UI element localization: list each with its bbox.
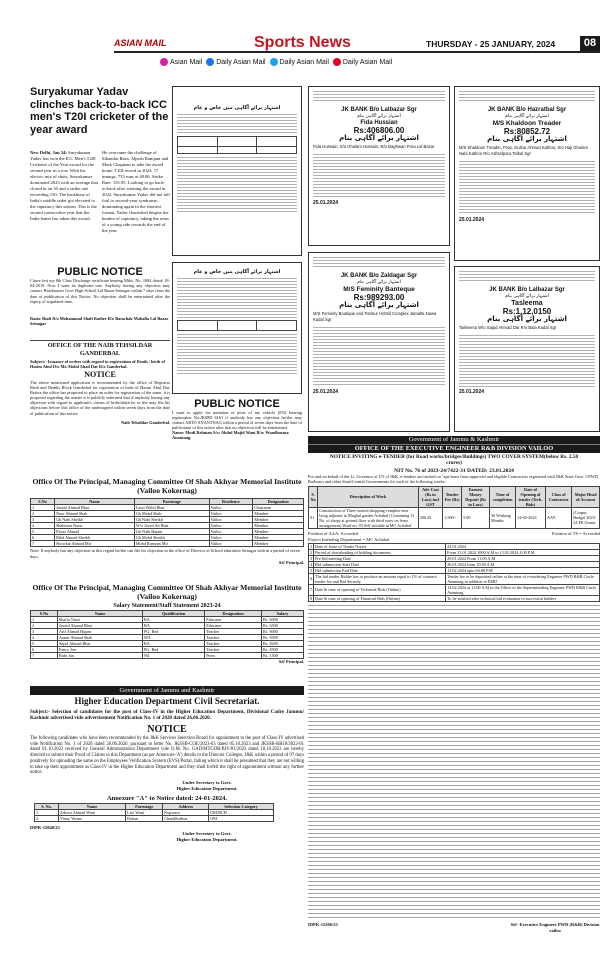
table-cell: OM/BCH <box>209 809 274 815</box>
logo: ASIAN MAIL <box>114 38 167 48</box>
table-cell: Javaid Ahmad Bhat <box>55 505 135 511</box>
table-cell: Mohd Ramzan Mir <box>134 541 209 547</box>
sign-line: Higher Education Department. <box>176 785 238 791</box>
salary-table <box>30 610 304 659</box>
table-cell: PG, Bed <box>143 647 205 653</box>
urdu-ad-mid-2 <box>172 262 302 394</box>
column-header: Designation <box>253 499 304 505</box>
table-cell: 5 <box>310 567 313 573</box>
table-cell: 3 <box>310 555 313 561</box>
bank-title: JK BANK B/o Lalbazar Sgr <box>341 107 417 113</box>
table-cell: 4 <box>31 635 58 641</box>
table-cell: 1,500/- <box>443 507 462 528</box>
notice-title: PUBLIC NOTICE <box>194 398 280 410</box>
urdu-text-block <box>313 327 445 387</box>
table-cell: 206.45 <box>418 507 442 528</box>
bank-amount: Rs:1,12,0150 <box>502 307 552 316</box>
table-cell: To be notified after technical bid evaluation to successful bidders <box>446 595 600 601</box>
table-cell: Vinay Verma <box>59 815 126 821</box>
table-cell: The bid tender Bidder has to produce an amount equal to 1% of contract/ tender fee and Bid Security <box>314 573 446 584</box>
sign-line: Under Secretary to Govt. <box>182 779 232 785</box>
position-aaa: Position of AAA: Accorded <box>308 530 358 536</box>
section-title: Sports News <box>254 34 351 51</box>
bank-date: 25.01.2024 <box>459 389 485 395</box>
story <box>30 86 170 261</box>
table-cell: 6 <box>309 573 314 584</box>
bank-party: M/S Khaldoon Treader <box>492 120 562 127</box>
table-cell: Gh Mohd Shah <box>134 511 209 517</box>
table-cell: Arif Ahmad Hajam <box>57 629 142 635</box>
table-cell: Peon <box>205 653 262 659</box>
schedule-row <box>309 595 600 601</box>
bank-party: Fida Hussian <box>360 120 398 126</box>
social-label: Asian Mail <box>170 58 203 66</box>
table-cell: Showkat Ahmad Mir <box>55 541 135 547</box>
table-cell: 7 <box>309 584 314 595</box>
table-cell: OM <box>209 815 274 821</box>
column-header: Parentage <box>134 499 209 505</box>
table-cell: Member <box>253 517 304 523</box>
table-cell: Educator <box>205 617 262 623</box>
social-bar <box>160 58 392 66</box>
table-cell: Bid submission Start Date <box>314 561 446 567</box>
table-cell: Rs. 6000 <box>261 617 303 623</box>
table-cell: Rs. 8000 <box>261 629 303 635</box>
column-header: S. No <box>309 486 318 507</box>
bank-ad-2 <box>454 86 600 261</box>
bank-party: M/S Feminity Banteque <box>343 286 415 293</box>
table-cell: PG, Bed <box>143 629 205 635</box>
column-header: Address <box>163 803 209 809</box>
column-header: Parentage <box>126 803 163 809</box>
table-cell: Kupwara <box>163 809 209 815</box>
table-row <box>31 653 304 659</box>
table-cell: 5.00 <box>462 507 490 528</box>
table-cell: Rs. 8500 <box>261 635 303 641</box>
table-cell: 14-02-2024 <box>516 507 546 528</box>
column-header: Class of Contractor <box>546 486 572 507</box>
table-cell: Gh Nabi Sheikh <box>134 517 209 523</box>
story-headline: Suryakumar Yadav clinches back-to-back ICC men's T20I cricketer of the year award <box>30 86 169 136</box>
table-cell: ChandKathua <box>163 815 209 821</box>
urdu-tag: اشتہار برائے آگاہی بنام <box>357 114 401 119</box>
principal-signature: Sd/ Principal. <box>278 560 304 565</box>
table-cell: Vailoo <box>209 511 253 517</box>
principal-signature: Sd/ Principal. <box>278 659 304 664</box>
column-header: Earnest Money Deposit (Rs in Lacs) <box>462 486 490 507</box>
table-cell: 14.02.2024 at 11:00 A.M in the Office of the Superintending Engineer PWD R&B Circle Anantnag <box>446 584 600 595</box>
table-cell: Battan <box>126 815 163 821</box>
tehsildar-office: OFFICE OF THE NAIB TEHSILDAR GANDERBAL <box>47 342 153 357</box>
table-cell: Rs. 8500 <box>261 647 303 653</box>
table-cell: 7 <box>31 541 55 547</box>
tender-notice <box>308 436 600 933</box>
table-cell: Teacher <box>205 629 262 635</box>
table-cell: Nil <box>143 653 205 659</box>
project-dept: Project Intending Department = MC Achabal <box>308 536 390 542</box>
column-header: Major Head of Account <box>572 486 600 507</box>
table-cell: 8 <box>310 595 313 601</box>
table-cell: 6 <box>31 647 58 653</box>
table-cell: Rubi Jan <box>57 653 142 659</box>
table-cell: Date & time of opening of Technical Bids (Online) <box>314 584 446 595</box>
urdu-text-block <box>459 161 595 215</box>
table-cell: 29.01.2024 From 11:00 A.M <box>446 555 600 561</box>
schedule-table <box>308 543 600 602</box>
tehsildar-notice <box>30 340 170 442</box>
urdu-text-block <box>177 334 297 374</box>
table-cell: 23.01.2024 <box>446 543 600 549</box>
tehsildar-title: NOTICE <box>84 370 116 379</box>
bank-amount: Rs:406806.00 <box>353 126 405 135</box>
table-cell: Rs. 8200 <box>261 641 303 647</box>
notice-body: I have lost my 8th Class Discharge certificate bearing Mrks. No. 1084 dated: 18-04-2019. Now I want its duplicate one. Anybody having any objection may contact Headmaster Govt High School Lal Bazar Srinagar within 7 days from the date of publication of this Notice. No objection shall be entertained after the expiry of stipulated time. <box>30 278 170 304</box>
bank-party-details: M/S Khaldoon Treader, Prop. Gulzar Ahmad Kathoo, S/o Haji Ghulam Nabi Kathoo R/o Ashrafpora Telbal Sgr <box>459 145 588 156</box>
column-header: Salary <box>261 611 303 617</box>
table-cell: 30 Working Months <box>490 507 516 528</box>
urdu-form-table <box>177 320 297 331</box>
table-cell: 1 <box>31 617 58 623</box>
he-sign-2 <box>30 831 304 843</box>
column-header: S. No. <box>35 803 59 809</box>
table-cell: Chairman <box>253 505 304 511</box>
story-col2: He overcame the challenge of Sikandar Raza, Alpesh Ramjani and Mark Chapman to take the award home. T20I record in 2023: 17 innings, 733 runs at 48.86. Strike Rate: 155.95. Looking to go back-to-back after winning the award in 2022, Suryakumar Yadav did not fall foul to second-year syndrome, dominating again in the shortest format. Yadav flourished despite the burden of captaincy, taking the reins of a young side towards the end of the year. <box>102 150 170 233</box>
table-cell: Period of downloading of bidding documents <box>314 549 446 555</box>
bank-ad-4 <box>454 266 600 432</box>
table-cell: BA <box>143 617 205 623</box>
column-header: Name <box>57 611 142 617</box>
bank-amount: Rs:989293.00 <box>353 293 405 302</box>
table-cell: Rs. 1500 <box>261 653 303 659</box>
urdu-text-block <box>177 278 297 318</box>
principal-title: Office Of The Principal, Managing Committee Of Shah Akhyar Memorial Institute (Vailoo Kokernag) <box>32 477 302 495</box>
twitter-icon <box>270 58 278 66</box>
table-cell: Teacher <box>205 641 262 647</box>
table-cell: 1 <box>31 505 55 511</box>
principal-notice-1 <box>30 476 304 578</box>
table-cell: From 23.01.2024 1000 A.M to 13.02.2024 4.00 P.M <box>446 549 600 555</box>
position-ts: Position of TS = Accorded <box>552 530 600 536</box>
tender-ref: DIPK-15206/23 <box>308 921 338 927</box>
notice-signature: Razia Shafi D/o Mohammad Shafi Rather R/o Batachak Mohalla Lal Bazar Srinagar <box>30 316 169 326</box>
table-cell: Lasi Wani <box>126 809 163 815</box>
table-cell: Vailoo <box>209 505 253 511</box>
table-cell: Member <box>253 523 304 529</box>
page-number: 08 <box>580 36 600 51</box>
table-cell: Bilal Ahmad Sheikh <box>55 535 135 541</box>
table-cell: 1 <box>310 543 313 549</box>
tender-office: OFFICE OF THE EXECUTIVE ENGINEER R&B DIVISION VAILOO <box>308 444 600 453</box>
column-header: Designation <box>205 611 262 617</box>
bank-ad-1 <box>308 86 450 246</box>
table-cell: 3 <box>31 629 58 635</box>
bank-title: JK BANK B/o Zaldagar Sgr <box>340 273 418 279</box>
table-cell: 1. <box>35 809 59 815</box>
higher-education-notice <box>30 686 304 928</box>
bank-ad-3 <box>308 252 450 432</box>
table-cell: Date & time of opening of Financial Bids (Online) <box>314 595 446 601</box>
urdu-tag: اشتہار برائے آگاہی بنام <box>505 294 549 299</box>
table-cell: 4 <box>31 523 55 529</box>
table-cell: Gh Nabi Sheikh <box>55 517 135 523</box>
table-cell: 01 <box>309 507 318 528</box>
govt-banner: Government of Jammu & Kashmir <box>308 436 600 444</box>
he-ref: DIPK-15840/23 <box>30 824 60 830</box>
bank-party-details: Tasleema W/o Sajad Ahmad Dar R/o Bala Kadal Sgr <box>459 325 557 330</box>
table-cell: (Corpus Budget 2023-24 PE Grants <box>572 507 600 528</box>
table-cell: Vailoo <box>209 529 253 535</box>
table-cell: 2 <box>310 549 313 555</box>
column-header: Residence <box>209 499 253 505</box>
tender-signature: Sd/- Executive Engineer PWD (R&B) Division vailoo <box>510 921 600 933</box>
table-cell: Date of Issue of Tender Notice <box>314 543 446 549</box>
table-cell: Shafia Nazir <box>57 617 142 623</box>
urdu-tag: اشتہار برائے آگاہی بنام <box>339 301 419 309</box>
bank-date: 25.01.2024 <box>313 389 339 395</box>
table-cell: Rs. 6500 <box>261 623 303 629</box>
table-cell: 13.02.2024 upto 04:00 P.M <box>446 567 600 573</box>
bank-party: Tasleema <box>511 300 543 307</box>
table-cell: BA <box>143 641 205 647</box>
principal-note: Note: If anybody has any objection in this regard he/she can file his objection in the office of Director of School education Srinagar with in a period of seven days. <box>30 548 300 559</box>
table-cell: 7 <box>31 653 58 659</box>
sign-line: Under Secretary to Govt. <box>182 830 232 836</box>
social-label: Daily Asian Mail <box>216 58 266 66</box>
issue-date: THURSDAY - 25 JANUARY, 2024 <box>426 39 556 49</box>
bank-title: JK BANK B/o Hazratbal Sgr <box>487 107 567 113</box>
table-cell: Vailoo <box>209 517 253 523</box>
social-label: Daily Asian Mail <box>342 58 393 66</box>
table-cell: AAY <box>546 507 572 528</box>
notice-title: PUBLIC NOTICE <box>57 266 143 278</box>
table-cell: Teacher <box>205 635 262 641</box>
salary-subtitle: Salary Statement/Staff Statement 2023-24 <box>113 603 221 609</box>
tender-subtitle: NOTICE INVITING e-TENDER (for Road works/bridges/Buildings) TWO COVER SYSTEM(below Rs. 2.50 crores) <box>329 454 579 467</box>
urdu-text-block <box>313 91 445 103</box>
column-header: Date of Opening of tender (Tech. Bids) <box>516 486 546 507</box>
notice-body: I want to apply for mutation of plots of my vehicle (EN) bearing registration No:JK08D 6161 if anybody has any objection he/she may contact ARTO ANANTNAG within a period of seven days from the date of publication of this notice after that no objection will be entertained. <box>172 410 302 431</box>
table-cell: Fayaz Ahmad <box>55 529 135 535</box>
public-notice-1 <box>30 266 170 336</box>
tender-footer <box>308 922 600 934</box>
column-header: Tender Fee (Rs) <box>443 486 462 507</box>
tehsildar-body: The above mentioned application is recommended by the office of Registrar Birth and Deaths Block Ganderbal for registration of birth of Hasim Abul Dar. Before the office has proposed to place an order for registration of the same, it is proposed regarding the matter it is publicly informed that if anybody having any objection with regard to applicant's claims of birth/death he or she may file his objections before this office of the undersigned within seven days from the date of publication of this notice. <box>30 380 170 416</box>
tender-intro: For and on behalf of the Lt. Governor of UT of J&K, e-tenders are invited on "ape basis from approved and eligible Contractors registered with J&K State Govt. CPWD, Railways and other State/Central Governments for each of the following works:- <box>308 473 599 484</box>
principal-notice-2 <box>30 582 304 682</box>
tender-nit: NIT No. 76 of 2023-24/7422-31 DATED: 23.01.2024 <box>394 467 514 474</box>
bank-amount: Rs:80852.72 <box>503 127 551 136</box>
column-header: Qualification <box>143 611 205 617</box>
table-cell: Member <box>253 511 304 517</box>
column-header: Description of Work <box>318 486 419 507</box>
table-cell: Aamir Ahmad Shah <box>57 635 142 641</box>
urdu-text-block <box>459 271 595 283</box>
urdu-tag: اشتہار برائے آگاہی بنام <box>505 114 549 119</box>
urdu-text-block <box>459 91 595 103</box>
table-cell: Member <box>253 529 304 535</box>
table-cell: Member <box>253 535 304 541</box>
urdu-tag: اشتہار برائے آگاہی بنام <box>487 315 567 323</box>
table-cell: Construction of Three storied shopping complex near lying adjacent to Mughal garden Achabal (Containing 11 No. of shops at ground floor with third story on lease arrangement) Ward no. 03 Self suitable at MC Achabal <box>318 507 419 528</box>
terms-text-block <box>308 605 600 920</box>
bank-title: JK BANK B/o Lalbazar Sgr <box>489 287 565 293</box>
table-cell: Vailoo <box>209 535 253 541</box>
table-cell: Javaid Ahmad Bhat <box>57 623 142 629</box>
urdu-tag: اشتہار برائے آگاہی بنام <box>339 134 419 142</box>
table-row <box>31 523 304 529</box>
table-cell: 4 <box>310 561 313 567</box>
column-header: Selection Category <box>209 803 274 809</box>
table-cell: Vailoo <box>209 541 253 547</box>
column-header: Name <box>59 803 126 809</box>
urdu-ad-heading: اشتہار برائے آگاہی میں خاص و عام <box>193 105 281 111</box>
column-header: S.No <box>31 499 55 505</box>
table-row <box>31 541 304 547</box>
table-cell: Noor Ahmad Shah <box>55 511 135 517</box>
table-cell: Tender fee to be deposited online at the time of e-tendering Engineer PWD R&B Circle Anantnag in addition to EMD <box>446 573 600 584</box>
sign-line: Higher Education Department. <box>176 836 238 842</box>
urdu-tag: اشتہار برائے آگاہی بنام <box>487 135 567 143</box>
table-cell: 3 <box>31 517 55 523</box>
table-cell: W/o Javed Ah Bhat <box>134 523 209 529</box>
column-header: Adv Cost (Rs in Lacs) incl GST <box>418 486 442 507</box>
department-title: Higher Education Department Civil Secretariat. <box>74 696 260 706</box>
he-sign <box>30 780 304 792</box>
principal-title: Office Of The Principal, Managing Committee Of Shah Akhyar Memorial Institute (Vailoo Kokernag) <box>32 583 302 601</box>
tehsildar-signature: Naib Tehsildar Ganderbal. <box>121 420 170 425</box>
annexure-table <box>34 803 274 822</box>
table-cell: MA <box>143 635 205 641</box>
tender-table <box>308 486 600 529</box>
public-notice-2 <box>172 398 302 470</box>
bank-party-details: Fida Hussain, S/o Ghulam Hussain, R/o Baghwan Pora Lal Bazar <box>313 144 435 149</box>
facebook-icon <box>206 58 214 66</box>
he-subject: Subject:- Selection of candidates for the post of Class-IV in the Higher Education Department, Divisional Cadre Jammu/ Kashmir advertised vide advertisement Notification No. 1 of 2020 dated 26.06.2020. <box>30 709 304 721</box>
table-cell: BA <box>143 623 205 629</box>
urdu-form-table <box>177 136 297 154</box>
notice-signature: Name: Mudi Rehman S/o: Abdul Majid Wani R/o: Wandharma Anantnag. <box>172 430 289 441</box>
table-cell: Lassi Walid Bhat <box>134 505 209 511</box>
urdu-text-block <box>459 335 595 387</box>
urdu-text-block <box>313 154 445 198</box>
table-cell: 2. <box>35 815 59 821</box>
table-cell: 2 <box>31 623 58 629</box>
urdu-tag: اشتہار برائے آگاہی بنام <box>357 280 401 285</box>
table-cell: Shabroon Nazir <box>55 523 135 529</box>
table-cell: Gh Mohd Sheikh <box>134 535 209 541</box>
schedule-row <box>309 584 600 595</box>
social-label: Daily Asian Mail <box>279 58 329 66</box>
table-cell: Pre-bid meeting Date <box>314 555 446 561</box>
column-header: S.No <box>31 611 58 617</box>
dateline: New Delhi, Jan 24: <box>30 150 68 155</box>
table-cell: 5 <box>31 641 58 647</box>
table-cell: Bid submission End Date <box>314 567 446 573</box>
table-cell: 2 <box>31 511 55 517</box>
bank-date: 25.01.2024 <box>459 217 485 223</box>
urdu-ad-heading: اشتہار برائے آگاہی میں خاص و عام <box>193 269 281 275</box>
column-header: Name <box>55 499 135 505</box>
bank-date: 25.01.2024 <box>313 200 339 206</box>
he-notice-title: NOTICE <box>147 724 187 735</box>
urdu-ad-mid-1 <box>172 86 302 256</box>
masthead <box>114 36 600 53</box>
table-cell: 26.01.2024 from 10:00 A.M <box>446 561 600 567</box>
pinterest-icon <box>333 58 341 66</box>
story-col1: Suryakumar Yadav has won the ICC Men's T20I Cricketer of the Year award for the second year in a row. With his electric mix of shots, Suryakumar dominated 2023 with an average that closed in on 50 and a strike rate exceeding 150. The backbone of India's middle order got elevated to the captaincy this season. This is the second consecutive year that the India batter has taken this award. <box>30 150 98 221</box>
annexure-title: Annexure "A" to Notice dated: 24-01-2024. <box>106 794 228 802</box>
table-cell: Vailoo <box>209 523 253 529</box>
table-cell: Educator <box>205 623 262 629</box>
table-cell: Fancy Jan <box>57 647 142 653</box>
bank-party-details: M/S Feminity Boutique and Parlour Hotmil Complex Jamalta Nawa Kadal Sgr <box>313 311 437 322</box>
column-header: Time of completion <box>490 486 516 507</box>
instagram-icon <box>160 58 168 66</box>
schedule-row <box>309 573 600 584</box>
tehsildar-subject: Subject:- Issuance of orders with regard to registration of Death / birth of Hasim Abul D/o Mo Abdul Ahad Dar R/o Ganderbal. <box>30 359 165 369</box>
table-cell: Gh Nabi Hajam <box>134 529 209 535</box>
urdu-text-block <box>177 114 297 134</box>
table-cell: 5 <box>31 529 55 535</box>
table-cell: Member <box>253 541 304 547</box>
table-row <box>35 815 274 821</box>
urdu-text-block <box>177 157 297 213</box>
he-body: The following candidates who have been recommended by the J&K Services Selection Board for appointment to the post of Class-IV advertised vide Notification No. 1 of 2020 dated 26.06.2020, pursuant to letter No. JKSSB-COE/2023-63 dated 05.10.2023 and JKSSB-RB18/2022-01 dated 01.10.2023 received by General Administration Department vide O.M. No. GAD/MTGOR/BIV/01/2023 dated 18.10.2023 are hereby directed to submit their Proof of Claims to this Department (as per Annexure-'A') details to the Director Colleges, J&K within a period of 07 days positively for uploading the same on the Employees Verification System (EVS)/Portal, failing which it shall be presumed that they are not willing to take up their appointment as Class-IV in the Higher Education Department and they shall forfeit the right of appointment without any further notice. <box>30 736 304 776</box>
govt-banner: Government of Jammu and Kashmir <box>30 686 304 695</box>
table-cell: 6 <box>31 535 55 541</box>
table-cell: Sajad Ahmad Bhat <box>57 641 142 647</box>
members-table <box>30 498 304 547</box>
table-cell: Teacher <box>205 647 262 653</box>
urdu-text-block <box>313 257 445 269</box>
table-cell: Zahoor Ahmad Wani <box>59 809 126 815</box>
